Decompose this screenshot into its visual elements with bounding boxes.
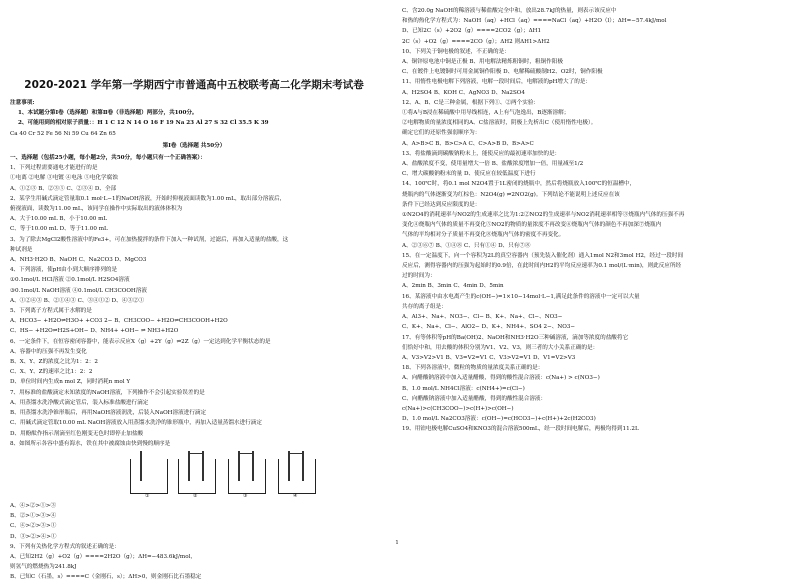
question-line: A、V3>V2>V1 B、V3=V2=V1 C、V3>V2=V1 D、V1=V2>V3: [402, 354, 576, 361]
question-line: A、向醋酸钠溶液中加入适量醋酸，得到的酸性混合溶液：c(Na+) > c(NO3−): [402, 375, 600, 382]
question-line: C、含20.0g NaOH的稀溶液与稀盐酸完全中和，放出28.7kJ的热量，则表示该反应中: [402, 8, 617, 14]
beaker-icon: [130, 459, 168, 494]
question-line: A、用蒸馏水洗净酸式滴定管后，装入标准盐酸进行滴定: [10, 399, 149, 406]
question-line: A、④>②>①>③: [10, 502, 57, 509]
right-column: [402, 6, 770, 435]
question-line: ①将A与B浸在稀硫酸中用导线相连，A上有气泡逸出，B逐渐溶解；: [402, 110, 570, 117]
left-question-list: [10, 163, 378, 582]
question-line: ①N2O4的消耗速率与NO2的生成速率之比为1:2②NO2的生成速率与NO2消耗速率相等③烧瓶内气体的压强不再: [402, 212, 685, 219]
question-line: 7、用标准的盐酸滴定未知浓度的NaOH溶液，下列操作不会引起实验误差的是: [10, 389, 205, 396]
question-line: A、大于10.00 mL B、小于10.00 mL: [10, 216, 108, 223]
question-line: C、增大碳酸钠粉末的量 D、使反应在较低温度下进行: [402, 171, 536, 178]
question-line: 1、下列过程需要通电才能进行的是: [10, 165, 98, 172]
question-line: B、用蒸馏水洗净锥形瓶后，再用NaOH溶液润洗，后装入NaOH溶液进行滴定: [10, 410, 207, 417]
question-line: 们恰好中和，用去酸的体积分别为V1、V2、V3，则三者的大小关系正确的是：: [402, 344, 599, 351]
question-line: A、A>B>C B、B>C>A C、C>A>B D、B>A>C: [402, 140, 534, 147]
notice-item: Ca 40 Cr 52 Fe 56 Ni 59 Cu 64 Zn 65: [10, 130, 116, 137]
question-line: ③0.1mol/L NaOH溶液 ④0.1mol/L CH3COOH溶液: [10, 287, 147, 294]
question-line: C、④>②>③>①: [10, 523, 57, 530]
question-line: D、单位时间内生成n mol Z，同时消耗n mol Y: [10, 379, 131, 386]
section-heading: 第Ⅰ卷（选择题 共50分）: [162, 142, 226, 149]
question-line: 则氢气的燃烧热为241.8kJ: [10, 564, 77, 571]
question-line: 16、某溶液中由水电离产生的c(OH−)=1×10−14mol·L−1,满足此条件的溶液中一定可以大量: [402, 293, 640, 300]
question-line: 和热的热化学方程式为：NaOH（aq）+HCl（aq）====NaCl（aq）+H2O（l）；ΔH=−57.4kJ/mol: [402, 18, 667, 25]
question-line: 9、下列有关热化学方程式的叙述正确的是：: [10, 543, 120, 550]
figure-label: ②: [193, 492, 198, 499]
question-line: B、1.0 mol/L NH4Cl溶液：c(NH4+)=c(Cl−): [402, 385, 525, 392]
question-line: B、X、Y、Z的浓度之比为1：2：2: [10, 359, 98, 366]
exam-title: 2020-2021 学年第一学期西宁市普通高中五校联考高二化学期末考试卷: [24, 79, 364, 91]
question-line: 6、一定条件下，在恒容密闭容器中，能表示反应X（g）+2Y（g）⇌2Z（g）一定达到化学平衡状态的是: [10, 338, 271, 345]
question-line: 烧瓶内的气体逐渐变为红棕色：N2O4(g) ⇌2NO2(g)。下列结论不能说明上述反应在该: [402, 191, 620, 198]
question-line: 11、用惰性电极电解下列溶液，电解一段时间后，电解液的pH增大了的是：: [402, 79, 591, 86]
question-line: C、HS− +H2O⇌H2S+OH− D、NH4+ +OH− ⇌ NH3+H2O: [10, 328, 179, 335]
notice-item: 2、可能用到的相对原子质量：：H 1 C 12 N 14 O 16 F 19 Na 23 Al 27 S 32 Cl 35.5 K 39: [18, 120, 269, 127]
question-line: 2、某学生用碱式滴定管量取0.1 mol·L−1的NaOH溶液，开始时仰视液面读数为1.00 mL，取出部分溶液后，: [10, 195, 286, 202]
electrode-icon: [288, 451, 290, 481]
question-line: B、②>①>③>④: [10, 513, 57, 520]
question-line: D、1.0 mol/L Na2CO3溶液：c(OH−)=c(HCO3−)+c(H+)+2c(H2CO3): [402, 416, 596, 423]
question-line: C、等于10.00 mL D、等于11.00 mL: [10, 226, 108, 233]
question-line: 确定它们的还原性强弱顺序为：: [402, 130, 481, 137]
question-line: ①电离 ②电解 ③电镀 ④电泳 ⑤电化学腐蚀: [10, 175, 118, 182]
electrode-icon: [238, 451, 240, 481]
question-line: D、用酚酞作指示剂滴至红色刚变无色时即停止加盐酸: [10, 430, 144, 437]
question-line: A、①②④③ B、②①④③ C、③④①② D、④③②①: [10, 297, 145, 304]
question-line: A、Al3+、Na+、NO3−、Cl− B、K+、Na+、Cl−、NO3−: [402, 314, 563, 321]
question-line: A、①②③ B、②③⑤ C、②③④ D、全部: [10, 185, 117, 192]
question-line: C、X、Y、Z的速率之比1：2：2: [10, 369, 93, 376]
part-heading: 一、选择题（包括25小题，每小题2分，共50分，每小题只有一个正确答案）：: [10, 155, 206, 162]
figure-label: ④: [293, 492, 298, 499]
question-line: D、已知2C（s）+2O2（g）====2CO2（g）；ΔH1: [402, 28, 542, 35]
question-line: 12、A、B、C是三种金属，根据下列①、②两个实验：: [402, 99, 540, 106]
electrode-icon: [302, 451, 304, 481]
question-line: 8、如图所示各容中盛有海水，铁在其中被腐蚀由快到慢的顺序是: [10, 440, 171, 447]
question-line: C、向醋酸钠溶液中加入适量醋酸，得到的酸性混合溶液：: [402, 395, 547, 402]
right-question-list: [402, 6, 770, 435]
beaker-icon: [228, 459, 266, 494]
question-line: D、③>②>④>①: [10, 533, 57, 540]
corrosion-figure: [10, 451, 378, 499]
question-line: 10、下列关于铜电极的叙述，不正确的是：: [402, 48, 510, 55]
notice-item: 1、本试题分第Ⅰ卷（选择题）和第Ⅱ卷（非选择题）两部分，共100分。: [18, 110, 198, 117]
question-line: A、容器中的压强不再发生变化: [10, 348, 87, 355]
notice-heading: 注意事项:: [10, 100, 35, 106]
electrode-icon: [188, 451, 190, 481]
left-column: [10, 6, 378, 583]
question-line: ②电解物质的量浓度相同的A、C盐溶液时，阴极上先析出C（使用惰性电极）。: [402, 120, 597, 127]
question-line: 变化④烧瓶内气体的质量不再变化⑤NO2的物质的量浓度不再改变⑥烧瓶内气体的颜色不再加深⑦烧瓶内: [402, 222, 662, 229]
question-line: A、②③⑥⑦ B、①④⑧ C、只有①④ D、只有⑦⑧: [402, 242, 531, 249]
question-line: A、2min B、3min C、4min D、5min: [402, 283, 504, 290]
question-line: 18、下列各溶液中，微粒的物质的量浓度关系正确的是：: [402, 365, 544, 372]
question-line: 过的时间为：: [402, 273, 436, 280]
question-line: 4、下列溶液，使pH由小到大顺序排列的是: [10, 267, 118, 274]
question-line: 19、用铂电极电解CuSO4和KNO3的混合溶液500mL，经一段时间电解后，两极均得到11.2L: [402, 426, 639, 433]
question-line: 3、为了除去MgCl2酸性溶液中的Fe3+，可在加热搅拌的条件下加入一种试剂，过滤后，再加入适量的盐酸，这: [10, 236, 289, 243]
question-line: A、H2SO4 B、KOH C、AgNO3 D、Na2SO4: [402, 89, 525, 96]
electrode-icon: [202, 451, 204, 481]
question-line: A、HCO3− +H2O⇌H3O+ +CO3 2− B、CH3COO− +H2O⇌CH3COOH+H2O: [10, 318, 228, 325]
wire-icon: [288, 453, 304, 454]
figure-label: ③: [243, 492, 248, 499]
beaker-icon: [278, 459, 316, 494]
question-line: A、盐酸浓度不变，使用量增大一倍 B、盐酸浓度增加一倍，用量减至1/2: [402, 161, 584, 168]
question-line: 反应后，测得容器内的压强为起始时的0.9倍，在此时间内H2的平均反应速率为0.1 mol/(L·min)，则此反应所经: [402, 263, 682, 270]
question-line: 气体的平均相对分子质量不再变化⑧烧瓶内气体的密度不再变化。: [402, 232, 565, 239]
question-line: 共存的离子组是：: [402, 303, 447, 310]
question-line: 5、下列离子方程式属于水解的是: [10, 308, 92, 315]
beaker-icon: [178, 459, 216, 494]
question-line: 种试剂是: [10, 246, 33, 253]
question-line: 17、有等体积等pH的Ba(OH)2、NaOH和NH3·H2O三种碱溶液，滴加等浓度的盐酸将它: [402, 334, 629, 341]
question-line: c(Na+)>c(CH3COO−)>c(H+)>c(OH−): [402, 405, 514, 412]
wire-icon: [188, 453, 204, 454]
question-line: 条件下已经达到反应限度的是：: [402, 201, 481, 208]
question-line: 14、100℃时，将0.1 mol N2O4置于1L密闭的烧瓶中，然后将烧瓶放入100℃的恒温槽中，: [402, 181, 636, 188]
question-line: B、已知C（石墨，s）====C（金刚石，s）；ΔH>0，则金刚石比石墨稳定: [10, 574, 202, 581]
question-line: A、已知2H2（g）+O2（g）====2H2O（g）；ΔH=−483.6kJ/mol，: [10, 553, 196, 560]
question-line: A、铜锌原电池中铜是正极 B、用电解法精炼粗铜时，粗铜作阳极: [402, 59, 563, 66]
question-line: C、在镀件上电镀铜时可用金属铜作阳极 D、电解稀硫酸制H2、O2时，铜作阳极: [402, 69, 603, 76]
question-line: C、用碱式滴定管取10.00 mL NaOH溶液放入用蒸馏水洗净的锥形瓶中，再加入适量蒸馏水进行滴定: [10, 420, 262, 427]
page-number: 1: [395, 540, 399, 546]
electrode-icon: [140, 451, 142, 481]
question-line: ①0.1mol/L HCl溶液 ②0.1mol/L H2SO4溶液: [10, 277, 130, 284]
question-line: A、NH3·H2O B、NaOH C、Na2CO3 D、MgCO3: [10, 257, 147, 264]
question-line: 15、在一定温度下，向一个容积为2L的真空容器内（预先装入催化剂）通入1mol N2和3mol H2，经过一段时间: [402, 252, 684, 259]
question-line: 13、将盐酸滴到碳酸钠粉末上，能使反应的最初速率加快的是：: [402, 150, 561, 157]
question-line: C、K+、Na+、Cl−、AlO2− D、K+、NH4+、SO4 2−、NO3−: [402, 324, 576, 331]
question-line: 2C（s）+O2（g）====2CO（g）；ΔH2 则ΔH1>ΔH2: [402, 38, 550, 45]
question-line: 俯视液面，读数为11.00 mL，该同学在操作中实际取出的液体体积为: [10, 206, 183, 213]
electrode-icon: [252, 451, 254, 481]
wire-icon: [238, 453, 254, 454]
figure-label: ①: [145, 492, 150, 499]
